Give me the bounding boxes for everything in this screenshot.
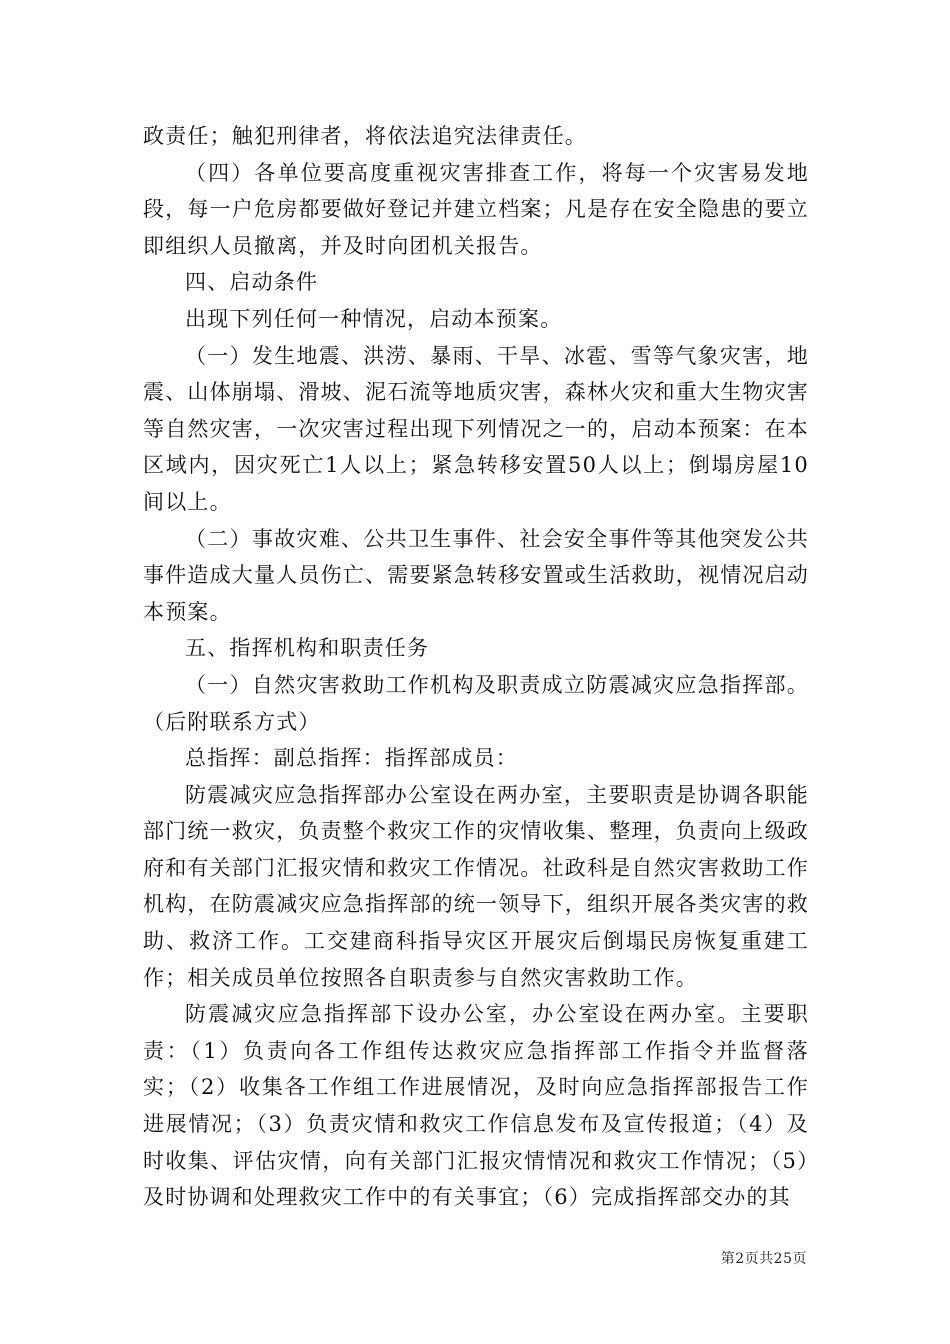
paragraph-4: （一）发生地震、洪涝、暴雨、干旱、冰雹、雪等气象灾害，地震、山体崩塌、滑坡、泥石流等地质灾害，森林火灾和重大生物灾害等自然灾害，一次灾害过程出现下列情况之一的，启动本预案：在本区域内，因灾死亡1人以上；紧急转移安置50人以上；倒塌房屋10间以上。 xyxy=(143,343,809,514)
paragraph-3: 出现下列任何一种情况，启动本预案。 xyxy=(185,306,563,331)
paragraph-2: （四）各单位要高度重视灾害排查工作，将每一个灾害易发地段，每一户危房都要做好登记并建立档案；凡是存在安全隐患的要立即组织人员撤离，并及时向团机关报告。 xyxy=(143,160,809,258)
paragraph-5: （二）事故灾难、公共卫生事件、社会安全事件等其他突发公共事件造成大量人员伤亡、需要紧急转移安置或生活救助，视情况启动本预案。 xyxy=(143,526,809,624)
paragraph-9: 防震减灾应急指挥部下设办公室，办公室设在两办室。主要职责：（1）负责向各工作组传达救灾应急指挥部工作指令并监督落实；（2）收集各工作组工作进展情况，及时向应急指挥部报告工作进展情况；（3）负责灾情和救灾工作信息发布及宣传报道；（4）及时收集、评估灾情，向有关部门汇报灾情情况和救灾工作情况；（5）及时协调和处理救灾工作中的有关事宜；（6）完成指挥部交办的其 xyxy=(143,1002,809,1210)
section-heading-4: 四、启动条件 xyxy=(185,270,319,295)
paragraph-8: 防震减灾应急指挥部办公室设在两办室，主要职责是协调各职能部门统一救灾，负责整个救灾工作的灾情收集、整理，负责向上级政府和有关部门汇报灾情和救灾工作情况。社政科是自然灾害救助工作机构，在防震减灾应急指挥部的统一领导下，组织开展各类灾害的救助、救济工作。工交建商科指导灾区开展灾后倒塌民房恢复重建工作；相关成员单位按照各自职责参与自然灾害救助工作。 xyxy=(143,782,809,990)
document-body xyxy=(143,118,809,1216)
paragraph-7: 总指挥：副总指挥：指挥部成员： xyxy=(185,746,518,771)
page-number: 第2页共25页 xyxy=(720,1251,807,1267)
paragraph-1: 政责任；触犯刑律者，将依法追究法律责任。 xyxy=(143,124,587,148)
paragraph-6: （一）自然灾害救助工作机构及职责成立防震减灾应急指挥部。（后附联系方式） xyxy=(143,672,809,734)
section-heading-5: 五、指挥机构和职责任务 xyxy=(185,636,430,661)
